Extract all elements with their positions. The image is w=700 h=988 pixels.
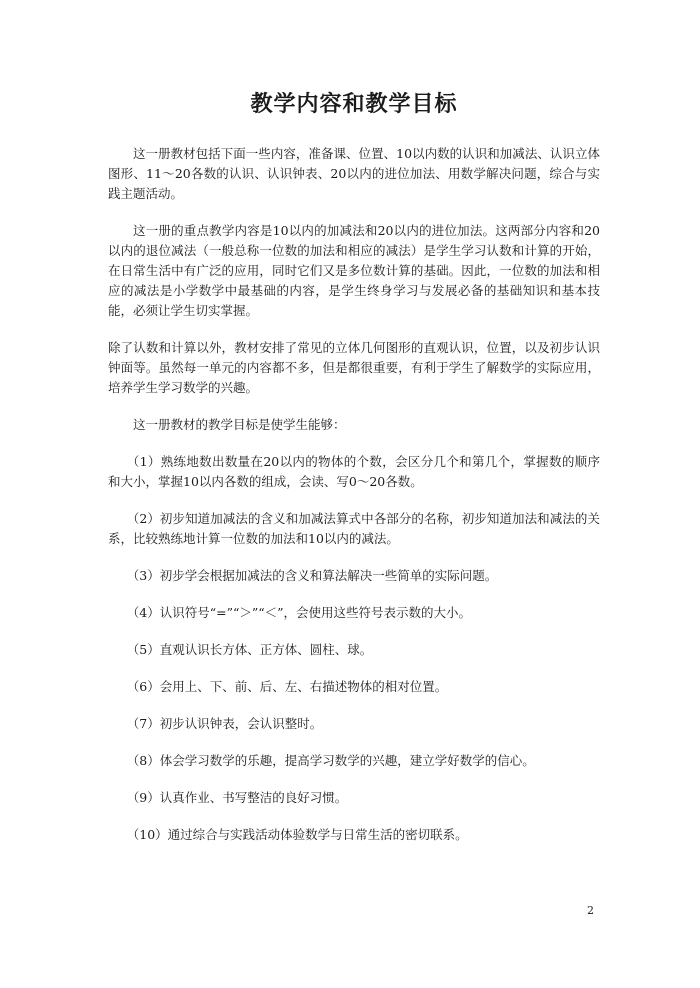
- page-number: 2: [587, 904, 594, 917]
- objective-item-7: （7）初步认识钟表，会认识整时。: [126, 716, 323, 731]
- objective-item-9: （9）认真作业、书写整洁的良好习惯。: [126, 790, 348, 805]
- objective-item-4: （4）认识符号“=”“＞”“＜”，会使用这些符号表示数的大小。: [126, 605, 472, 620]
- objective-item-6: （6）会用上、下、前、后、左、右描述物体的相对位置。: [126, 679, 448, 694]
- paragraph-objectives-intro: 这一册教材的教学目标是使学生能够：: [133, 417, 346, 432]
- objective-item-3: （3）初步学会根据加减法的含义和算法解决一些简单的实际问题。: [126, 568, 498, 583]
- paragraph-content-overview: 这一册教材包括下面一些内容，准备课、位置、10以内数的认识和加减法、认识立体图形、11～20各数的认识、认识钟表、20以内的进位加法、用数学解决问题，综合与实践主题活动。: [108, 146, 600, 201]
- document-title: 教学内容和教学目标: [250, 91, 458, 117]
- objective-item-8: （8）体会学习数学的乐趣，提高学习数学的兴趣，建立学好数学的信心。: [126, 753, 535, 768]
- paragraph-other-content: 除了认数和计算以外，教材安排了常见的立体几何图形的直观认识，位置，以及初步认识钟面等。虽然每一单元的内容都不多，但是都很重要，有利于学生了解数学的实际应用，培养学生学习数学的兴趣。: [108, 340, 600, 395]
- document-page: [108, 90, 600, 862]
- objective-item-1: （1）熟练地数出数量在20以内的物体的个数，会区分几个和第几个，掌握数的顺序和大小，掌握10以内各数的组成，会读、写0～20各数。: [108, 454, 600, 489]
- paragraph-key-content: 这一册的重点教学内容是10以内的加减法和20以内的进位加法。这两部分内容和20以内的退位减法（一般总称一位数的加法和相应的减法）是学生学习认数和计算的开始，在日常生活中有广泛的应用，同时它们又是多位数计算的基础。因此，一位数的加法和相应的减法是小学数学中最基础的内容，是学生终身学习与发展必备的基础知识和基本技能，必须让学生切实掌握。: [108, 223, 600, 318]
- objective-item-2: （2）初步知道加减法的含义和加减法算式中各部分的名称，初步知道加法和减法的关系，比较熟练地计算一位数的加法和10以内的减法。: [108, 511, 600, 546]
- objective-item-10: （10）通过综合与实践活动体验数学与日常生活的密切联系。: [126, 827, 468, 842]
- objective-item-5: （5）直观认识长方体、正方体、圆柱、球。: [126, 642, 373, 657]
